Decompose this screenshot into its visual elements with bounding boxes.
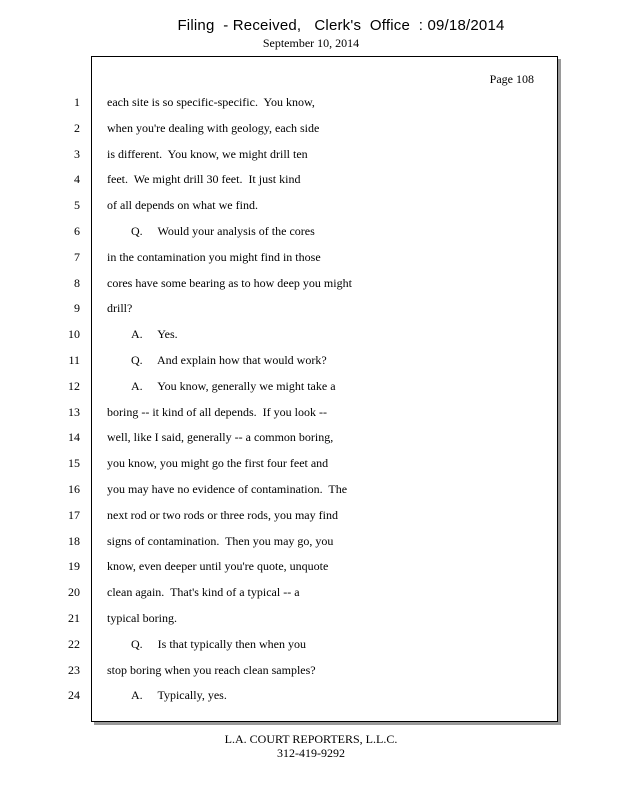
line-number: 21	[68, 610, 80, 625]
line-number: 4	[74, 172, 80, 187]
line-text: of all depends on what we find.	[107, 198, 258, 213]
line-text: Q. Would your analysis of the cores	[131, 223, 315, 238]
transcript-line	[0, 635, 618, 661]
line-text: boring -- it kind of all depends. If you look --	[107, 404, 327, 419]
line-number: 18	[68, 533, 80, 548]
deposition-date: September 10, 2014	[262, 36, 360, 50]
line-text: Q. Is that typically then when you	[131, 636, 306, 651]
line-number: 23	[68, 662, 80, 677]
transcript-line	[0, 145, 618, 171]
line-number: 3	[74, 146, 80, 161]
page-number: Page 108	[489, 72, 534, 86]
line-text: drill?	[107, 301, 133, 316]
transcript-line	[0, 532, 618, 558]
line-text: in the contamination you might find in those	[107, 249, 321, 264]
line-text: A. You know, generally we might take a	[131, 378, 336, 393]
transcript-line	[0, 248, 618, 274]
line-number: 10	[68, 327, 80, 342]
transcript-line	[0, 454, 618, 480]
transcript-line	[0, 93, 618, 119]
line-number: 8	[74, 275, 80, 290]
transcript-line	[0, 351, 618, 377]
line-text: each site is so specific-specific. You know,	[107, 95, 315, 109]
line-number: 5	[74, 198, 80, 213]
line-text: feet. We might drill 30 feet. It just kind	[107, 172, 301, 187]
reporter-company: L.A. COURT REPORTERS, L.L.C.	[224, 732, 398, 746]
line-text: when you're dealing with geology, each side	[107, 120, 320, 135]
line-number: 22	[68, 636, 80, 651]
transcript-line	[0, 480, 618, 506]
transcript-line	[0, 170, 618, 196]
line-number: 16	[68, 481, 80, 496]
line-number: 17	[68, 507, 80, 522]
line-number: 13	[68, 404, 80, 419]
transcript-line	[0, 428, 618, 454]
line-text: Q. And explain how that would work?	[131, 352, 327, 367]
transcript-line	[0, 403, 618, 429]
line-number: 2	[74, 120, 80, 135]
line-number: 24	[68, 688, 80, 703]
transcript-line	[0, 686, 618, 712]
line-number: 19	[68, 559, 80, 574]
transcript-lines	[0, 93, 618, 712]
line-text: next rod or two rods or three rods, you may find	[107, 507, 338, 522]
line-number: 14	[68, 430, 80, 445]
line-text: clean again. That's kind of a typical -- a	[107, 585, 300, 600]
line-text: signs of contamination. Then you may go, you	[107, 533, 334, 548]
line-text: stop boring when you reach clean samples?	[107, 662, 316, 677]
transcript-line	[0, 661, 618, 687]
footer	[0, 732, 618, 760]
transcript-line	[0, 377, 618, 403]
line-text: typical boring.	[107, 610, 177, 625]
line-number: 20	[68, 585, 80, 600]
line-number: 6	[74, 223, 80, 238]
line-text: you may have no evidence of contamination. The	[107, 481, 348, 496]
transcript-line	[0, 274, 618, 300]
line-number: 12	[68, 378, 80, 393]
line-number: 1	[74, 95, 80, 109]
filing-stamp: Filing - Received, Clerk's Office : 09/18/2014	[177, 17, 505, 34]
line-text: A. Typically, yes.	[131, 688, 227, 703]
transcript-line	[0, 609, 618, 635]
line-text: cores have some bearing as to how deep you might	[107, 275, 352, 290]
line-number: 9	[74, 301, 80, 316]
transcript-line	[0, 119, 618, 145]
transcript-line	[0, 299, 618, 325]
transcript-line	[0, 222, 618, 248]
line-text: know, even deeper until you're quote, unquote	[107, 559, 329, 574]
line-text: is different. You know, we might drill ten	[107, 146, 308, 161]
line-text: well, like I said, generally -- a common boring,	[107, 430, 334, 445]
transcript-line	[0, 196, 618, 222]
reporter-phone: 312-419-9292	[277, 746, 345, 760]
transcript-line	[0, 506, 618, 532]
line-number: 7	[74, 249, 80, 264]
transcript-line	[0, 557, 618, 583]
line-number: 15	[68, 456, 80, 471]
transcript-line	[0, 583, 618, 609]
line-text: you know, you might go the first four feet and	[107, 456, 329, 471]
line-number: 11	[68, 352, 80, 367]
line-text: A. Yes.	[131, 327, 178, 342]
transcript-line	[0, 325, 618, 351]
